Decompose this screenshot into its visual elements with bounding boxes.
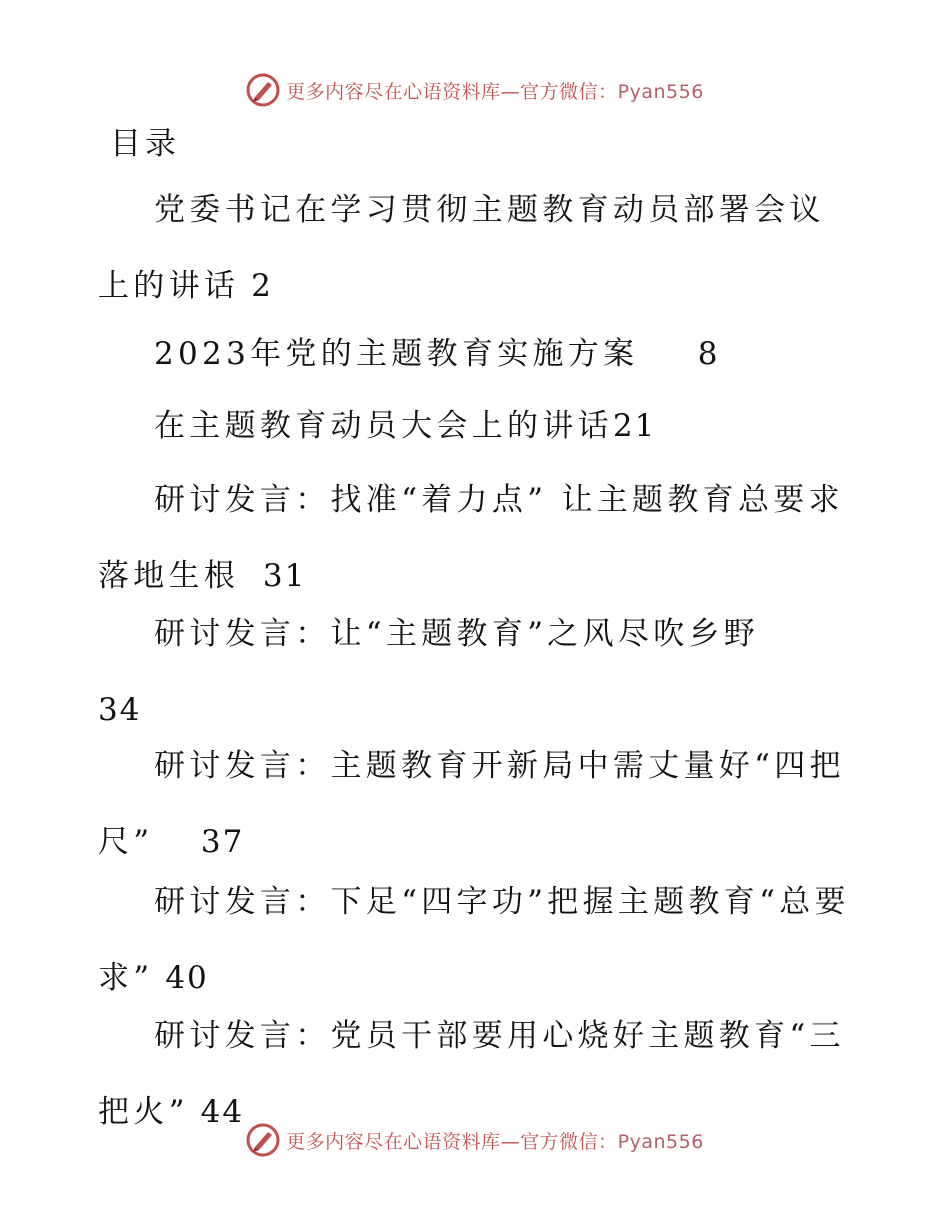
toc-entry-title: 2023年党的主题教育实施方案 xyxy=(154,336,639,372)
toc-entry-title: 研讨发言：主题教育开新局中需丈量好“四把尺” xyxy=(98,748,845,860)
toc-entry-title: 研讨发言：党员干部要用心烧好主题教育“三把火” xyxy=(98,1018,845,1130)
toc-title: 目录 xyxy=(110,126,180,162)
toc-entry[interactable] xyxy=(98,388,858,464)
header-watermark xyxy=(0,68,950,112)
toc-entry[interactable] xyxy=(98,316,858,392)
toc-entry[interactable] xyxy=(98,462,858,614)
toc-entry-title: 研讨发言：找准“着力点” 让主题教育总要求落地生根 xyxy=(98,482,844,594)
toc-entry-page: 2 xyxy=(251,268,273,304)
toc-entry-page: 40 xyxy=(165,960,209,996)
watermark-id: Pyan556 xyxy=(617,80,704,103)
watermark-text: 更多内容尽在心语资料库—官方微信：Pyan556 xyxy=(286,80,704,103)
toc-entry[interactable] xyxy=(98,728,858,880)
pen-logo-icon xyxy=(246,73,280,107)
toc-entry-title: 党委书记在学习贯彻主题教育动员部署会议上的讲话 xyxy=(98,192,825,304)
toc-entry-page: 37 xyxy=(200,824,245,860)
toc-entry-title: 研讨发言：让“主题教育”之风尽吹乡野 xyxy=(154,616,760,652)
toc-entry[interactable] xyxy=(98,864,858,1016)
toc-entry[interactable] xyxy=(98,172,858,324)
footer-watermark xyxy=(0,1118,950,1162)
toc-entry-page: 44 xyxy=(200,1094,245,1130)
toc-entry-page: 31 xyxy=(262,558,307,594)
toc-entry-page: 21 xyxy=(612,408,657,444)
toc-entry-page: 8 xyxy=(697,336,720,372)
pen-logo-icon xyxy=(246,1123,280,1157)
watermark-text: 更多内容尽在心语资料库—官方微信：Pyan556 xyxy=(286,1130,704,1153)
toc-entry-title: 研讨发言：下足“四字功”把握主题教育“总要求” xyxy=(98,884,850,996)
toc-entry-title: 在主题教育动员大会上的讲话 xyxy=(154,408,613,444)
toc-entry-page: 34 xyxy=(98,692,142,728)
watermark-id: Pyan556 xyxy=(617,1130,704,1153)
toc-entry[interactable] xyxy=(98,596,858,748)
